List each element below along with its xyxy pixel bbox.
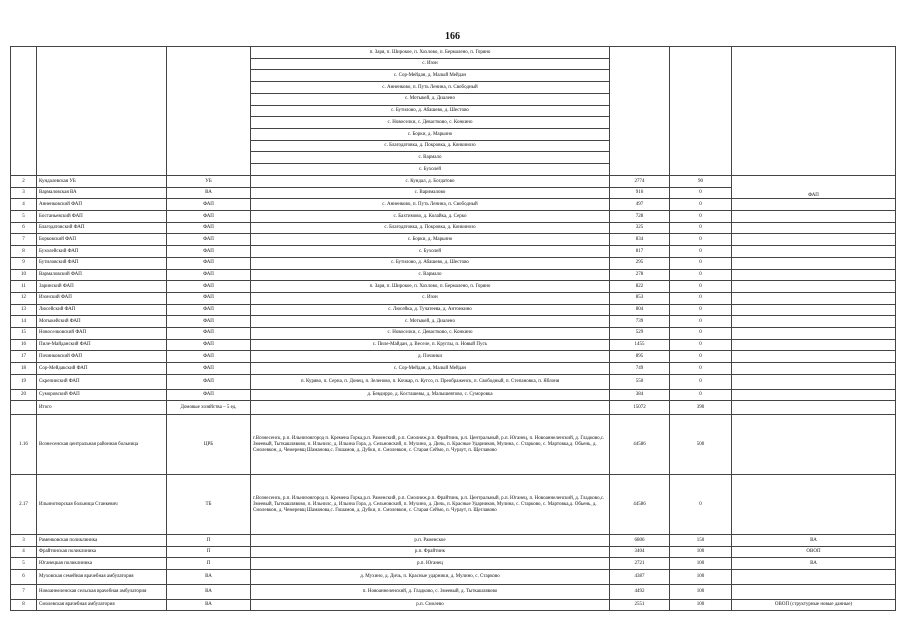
table-row (11, 211, 896, 223)
row-beds: 0 (670, 316, 732, 328)
row-num: 3 (11, 187, 37, 199)
row-num: 15 (11, 327, 37, 339)
row-type: ФАП (167, 374, 251, 389)
row-address: р.п. Фрайтинк (251, 546, 610, 558)
continuation-address: с. Изон (251, 58, 610, 70)
row-beds: 0 (670, 269, 732, 281)
row-type: ФАП (167, 234, 251, 246)
row-name: Борковский ФАП (37, 234, 167, 246)
row-note (732, 199, 896, 211)
continuation-pop (610, 47, 670, 176)
row-note (732, 339, 896, 351)
table-row (11, 292, 896, 304)
row-note (732, 584, 896, 599)
row-beds: 0 (670, 389, 732, 401)
row-note (732, 281, 896, 293)
row-note (732, 327, 896, 339)
row-address: р.п. Раменское (251, 535, 610, 547)
row-num: 3 (11, 535, 37, 547)
row-beds: 0 (670, 222, 732, 234)
row-type: ЦРБ (167, 415, 251, 475)
row-population: 2551 (610, 599, 670, 611)
row-name: Скрепинский ФАП (37, 374, 167, 389)
row-population: 728 (610, 211, 670, 223)
row-address: с. Изон (251, 292, 610, 304)
row-num: 8 (11, 246, 37, 258)
row-name: Суморовский ФАП (37, 389, 167, 401)
page-number: 166 (445, 31, 460, 42)
row-note (732, 569, 896, 584)
row-population: 804 (610, 304, 670, 316)
row-type: ФАП (167, 339, 251, 351)
table-row (11, 199, 896, 211)
row-address: р.п. Смолево (251, 599, 610, 611)
row-num: 5 (11, 558, 37, 570)
total-label: Итого (37, 401, 167, 415)
row-beds: 150 (670, 535, 732, 547)
table-row (11, 327, 896, 339)
row-name: Бухолейский ФАП (37, 246, 167, 258)
row-num: 16 (11, 339, 37, 351)
row-type: ТБ (167, 475, 251, 535)
row-population: 384 (610, 389, 670, 401)
row-address: г.Вознесенск, р.п. Ильнизовгород п. Кремена Горка,р.п. Раменский, р.п. Смолнеж,р.п. Фрайтинк, р.п. Центральный, р.п. Юганец, п. Новоаннеленский, д. Гладково,с. Змеевый, Тыткашлявово, п. Ильнилс, д. Ильина Гора, д. Сельновский, п. Мухино, д. Дичь, п. Красные Ударников, Мулина, с. Старково, с. Мартовка,д. Обьень, д. Смолевкон, д. Чемеревщ Шаманова,с. Гошамов, д. Дубки, п. Смолевкон, с. Старая Сеймо, п. Чураут, п. Щеглавово (251, 415, 610, 475)
row-address: п. Заря, п. Широкое, п. Хохлово, п. Бермалено, п. Горяно (251, 281, 610, 293)
row-population: 550 (610, 374, 670, 389)
row-beds: 0 (670, 363, 732, 375)
row-address: д. Мухино, д. Дичь, п. Красные ударники, д. Мулино, с. Старково (251, 569, 610, 584)
row-address: с. Люсейка, д. Тучатеева, д. Антонкино (251, 304, 610, 316)
row-note (732, 269, 896, 281)
row-address: с. Варималово (251, 187, 610, 199)
row-beds: 0 (670, 234, 732, 246)
row-address: с. Анненково, п. Путь Ленина, п. Свободный (251, 199, 610, 211)
row-name: Сор-Мейдакский ФАП (37, 363, 167, 375)
row-address: г.Вознесенск, р.п. Ильнизовгород п. Кремена Горка,р.п. Раменский, р.п. Смолнеж,р.п. Фрайтинк, р.п. Центральный, р.п. Юганец, п. Новоаннеленский, д. Гладково,с. Змеевый, Тыткашлявово, п. Ильнилс, д. Ильина Гора, д. Сельновский, п. Мухино, д. Дичь, п. Красные Ударников, Мулина, с. Старково, с. Мартовка,д. Обьень, д. Смолевкон, д. Чемеревщ Шаманова,с. Гошамов, д. Дубки, п. Смолевкон, с. Старая Сеймо, п. Чураут, п. Щеглавово (251, 475, 610, 535)
row-note (732, 211, 896, 223)
row-type: ФАП (167, 304, 251, 316)
row-type: ФАП (167, 211, 251, 223)
table-row (11, 234, 896, 246)
row-beds: 0 (670, 257, 732, 269)
row-population: 749 (610, 363, 670, 375)
row-num: 10 (11, 269, 37, 281)
row-note (732, 415, 896, 475)
continuation-note (732, 47, 896, 176)
row-address: с. Благодатовка, д. Покровка, д. Конкинозо (251, 222, 610, 234)
table-row (11, 176, 896, 188)
row-num: 9 (11, 257, 37, 269)
row-note: ФАП (732, 176, 896, 199)
row-name: Юганецкая поликлиника (37, 558, 167, 570)
row-population: 6806 (610, 535, 670, 547)
row-address: д. Починки (251, 351, 610, 363)
row-name: Новоселковский ФАП (37, 327, 167, 339)
row-address: с. Бахтимово, д. Колайка, д. Серко (251, 211, 610, 223)
row-beds: 0 (670, 351, 732, 363)
row-num: 4 (11, 546, 37, 558)
row-beds: 500 (670, 415, 732, 475)
row-population: 817 (610, 246, 670, 258)
table-row (11, 363, 896, 375)
continuation-address: с. Новоселки, с. Девастково, с. Конкино (251, 117, 610, 129)
row-name: Кундалевская УБ (37, 176, 167, 188)
row-note (732, 234, 896, 246)
row-population: 4492 (610, 584, 670, 599)
total-num (11, 401, 37, 415)
table-row (11, 339, 896, 351)
row-type: ФАП (167, 199, 251, 211)
row-name: Люсейский ФАП (37, 304, 167, 316)
continuation-address: с. Сор-Мейдан, д. Малый Мейдан (251, 70, 610, 82)
row-population: 278 (610, 269, 670, 281)
row-type: ФАП (167, 246, 251, 258)
row-name: Изонский ФАП (37, 292, 167, 304)
row-address: с. Сор-Мейдан, д. Малый Мейдан (251, 363, 610, 375)
row-name: Вознесенская центральная районная больница (37, 415, 167, 475)
continuation-num (11, 47, 37, 176)
row-address: р.п. Юганец (251, 558, 610, 570)
row-type: П (167, 558, 251, 570)
row-beds: 0 (670, 475, 732, 535)
row-population: 739 (610, 316, 670, 328)
total-type: Домовые хозяйства – 5 ед. (167, 401, 251, 415)
total-note (732, 401, 896, 415)
continuation-address: с. Борки, д. Марьино (251, 129, 610, 141)
row-name: Муховская семейная врачебная амбулатория (37, 569, 167, 584)
row-address: с. Новоселки, с. Девастково, с. Конкино (251, 327, 610, 339)
row-name: Новоаннеленская сельская врачебная амбулатория (37, 584, 167, 599)
total-row (11, 401, 896, 415)
row-num: 12 (11, 292, 37, 304)
row-num: 14 (11, 316, 37, 328)
row-beds: 100 (670, 558, 732, 570)
row-num: 2.17 (11, 475, 37, 535)
continuation-type (167, 47, 251, 176)
continuation-address: с. Бутилово, д. Абашево, д. Шестово (251, 105, 610, 117)
row-population: 529 (610, 327, 670, 339)
total-address (251, 401, 610, 415)
row-type: ВА (167, 599, 251, 611)
row-beds: 0 (670, 304, 732, 316)
row-population: 3404 (610, 546, 670, 558)
row-name: Бутиловский ФАП (37, 257, 167, 269)
continuation-address: с. Бухолей (251, 164, 610, 176)
table-row (11, 389, 896, 401)
row-note (732, 351, 896, 363)
row-population: 1455 (610, 339, 670, 351)
row-type: ВА (167, 584, 251, 599)
table-row (11, 546, 896, 558)
row-beds: 0 (670, 187, 732, 199)
table-row (11, 246, 896, 258)
row-address: с. Мотыкей, д. Диалено (251, 316, 610, 328)
row-beds: 100 (670, 599, 732, 611)
row-type: ФАП (167, 257, 251, 269)
row-note (732, 246, 896, 258)
row-num: 6 (11, 222, 37, 234)
row-population: 895 (610, 351, 670, 363)
facilities-table (10, 46, 896, 611)
row-name: Фрайтинская поликлиника (37, 546, 167, 558)
continuation-address: п. Заря, п. Широкое, п. Хохлово, п. Бермалено, п. Горяно (251, 47, 610, 59)
row-address: с. Кундал, д. Богдатово (251, 176, 610, 188)
row-type: ФАП (167, 363, 251, 375)
row-note (732, 389, 896, 401)
row-type: ФАП (167, 351, 251, 363)
continuation-beds (670, 47, 732, 176)
row-beds: 0 (670, 374, 732, 389)
row-type: ФАП (167, 292, 251, 304)
row-type: ФАП (167, 389, 251, 401)
row-name: Ильинотюрская больница Станкевич (37, 475, 167, 535)
row-num: 17 (11, 351, 37, 363)
row-type: ФАП (167, 316, 251, 328)
row-type: П (167, 535, 251, 547)
row-num: 4 (11, 199, 37, 211)
row-population: 44586 (610, 475, 670, 535)
row-note (732, 475, 896, 535)
row-population: 325 (610, 222, 670, 234)
row-population: 2721 (610, 558, 670, 570)
row-beds: 0 (670, 281, 732, 293)
row-type: П (167, 546, 251, 558)
row-beds: 0 (670, 246, 732, 258)
row-type: ФАП (167, 281, 251, 293)
continuation-address: с. Вармало (251, 152, 610, 164)
table-row (11, 475, 896, 535)
row-population: 853 (610, 292, 670, 304)
row-num: 19 (11, 374, 37, 389)
row-population: 44586 (610, 415, 670, 475)
row-num: 11 (11, 281, 37, 293)
row-address: с. Бухолей (251, 246, 610, 258)
table-row (11, 599, 896, 611)
row-note (732, 363, 896, 375)
table-row (11, 374, 896, 389)
table-row (11, 584, 896, 599)
row-address: с. Бутилово, д. Абашево, д. Шестово (251, 257, 610, 269)
row-beds: 0 (670, 292, 732, 304)
row-name: Вармаловский ФАП (37, 269, 167, 281)
continuation-address: с. Мотыкей, д. Диалено (251, 93, 610, 105)
row-name: Раменковская поликлиника (37, 535, 167, 547)
row-num: 5 (11, 211, 37, 223)
row-name: Заринский ФАП (37, 281, 167, 293)
row-name: Вармаловская ВА (37, 187, 167, 199)
row-note (732, 222, 896, 234)
row-note (732, 316, 896, 328)
table-row (11, 351, 896, 363)
row-type: ФАП (167, 327, 251, 339)
row-beds: 100 (670, 584, 732, 599)
continuation-address: с. Анненково, п. Путь Ленина, п. Свободный (251, 82, 610, 94)
row-num: 18 (11, 363, 37, 375)
row-type: ВА (167, 569, 251, 584)
table-row (11, 569, 896, 584)
row-num: 2 (11, 176, 37, 188)
row-note (732, 257, 896, 269)
row-note: ОВОП (структурные новые данные) (732, 599, 896, 611)
total-population: 15072 (610, 401, 670, 415)
table-row (11, 257, 896, 269)
row-note: ОВОП (732, 546, 896, 558)
row-population: 295 (610, 257, 670, 269)
row-population: 4387 (610, 569, 670, 584)
row-num: 13 (11, 304, 37, 316)
row-num: 1.16 (11, 415, 37, 475)
row-beds: 0 (670, 327, 732, 339)
total-beds: 390 (670, 401, 732, 415)
row-name: Пиле-Майданский ФАП (37, 339, 167, 351)
table-row (11, 304, 896, 316)
row-note (732, 304, 896, 316)
row-type: ВА (167, 187, 251, 199)
continuation-address: с. Благодатовка, д. Покровка, д. Конкинозо (251, 140, 610, 152)
table-row (11, 415, 896, 475)
row-name: Бостаньевский ФАП (37, 211, 167, 223)
row-population: 916 (610, 187, 670, 199)
row-num: 6 (11, 569, 37, 584)
table-row (11, 535, 896, 547)
row-note: ВА (732, 535, 896, 547)
row-population: 2774 (610, 176, 670, 188)
row-name: Смолевская врачебная амбулатория (37, 599, 167, 611)
row-beds: 0 (670, 339, 732, 351)
row-name: Анненковский ФАП (37, 199, 167, 211)
row-num: 7 (11, 234, 37, 246)
table-row (11, 222, 896, 234)
row-address: п. Куряво, п. Серна, п. Донец, п. Зеленово, п. Кочкар, п. Кугсо, п. Преображенск, п. Свободный, п. Степановка, п. Яблоня (251, 374, 610, 389)
table-row (11, 558, 896, 570)
row-num: 7 (11, 584, 37, 599)
table-row (11, 316, 896, 328)
row-type: УБ (167, 176, 251, 188)
table-row (11, 281, 896, 293)
row-name: Благодатовский ФАП (37, 222, 167, 234)
row-name: Мотыкейский ФАП (37, 316, 167, 328)
row-note (732, 292, 896, 304)
row-beds: 100 (670, 546, 732, 558)
row-note (732, 374, 896, 389)
row-population: 834 (610, 234, 670, 246)
row-address: с. Борки, д. Марьино (251, 234, 610, 246)
row-type: ФАП (167, 269, 251, 281)
continuation-name (37, 47, 167, 176)
table-row (11, 269, 896, 281)
row-beds: 0 (670, 211, 732, 223)
row-address: д. Бевдирро, д. Косташевы, д. Малышевтово, с. Суморовка (251, 389, 610, 401)
row-num: 8 (11, 599, 37, 611)
row-beds: 90 (670, 176, 732, 188)
row-num: 20 (11, 389, 37, 401)
row-beds: 0 (670, 199, 732, 211)
row-population: 497 (610, 199, 670, 211)
row-population: 822 (610, 281, 670, 293)
row-name: Починковский ФАП (37, 351, 167, 363)
row-address: п. Новоаннеленский, д. Гладково, с. Змеевый, д. Тыткашлявово (251, 584, 610, 599)
row-address: с. Вармало (251, 269, 610, 281)
row-beds: 100 (670, 569, 732, 584)
row-type: ФАП (167, 222, 251, 234)
row-note: ВА (732, 558, 896, 570)
row-address: с. Пиле-Майдан, д. Веселе, п. Круглы, п. Новый Пусъ (251, 339, 610, 351)
